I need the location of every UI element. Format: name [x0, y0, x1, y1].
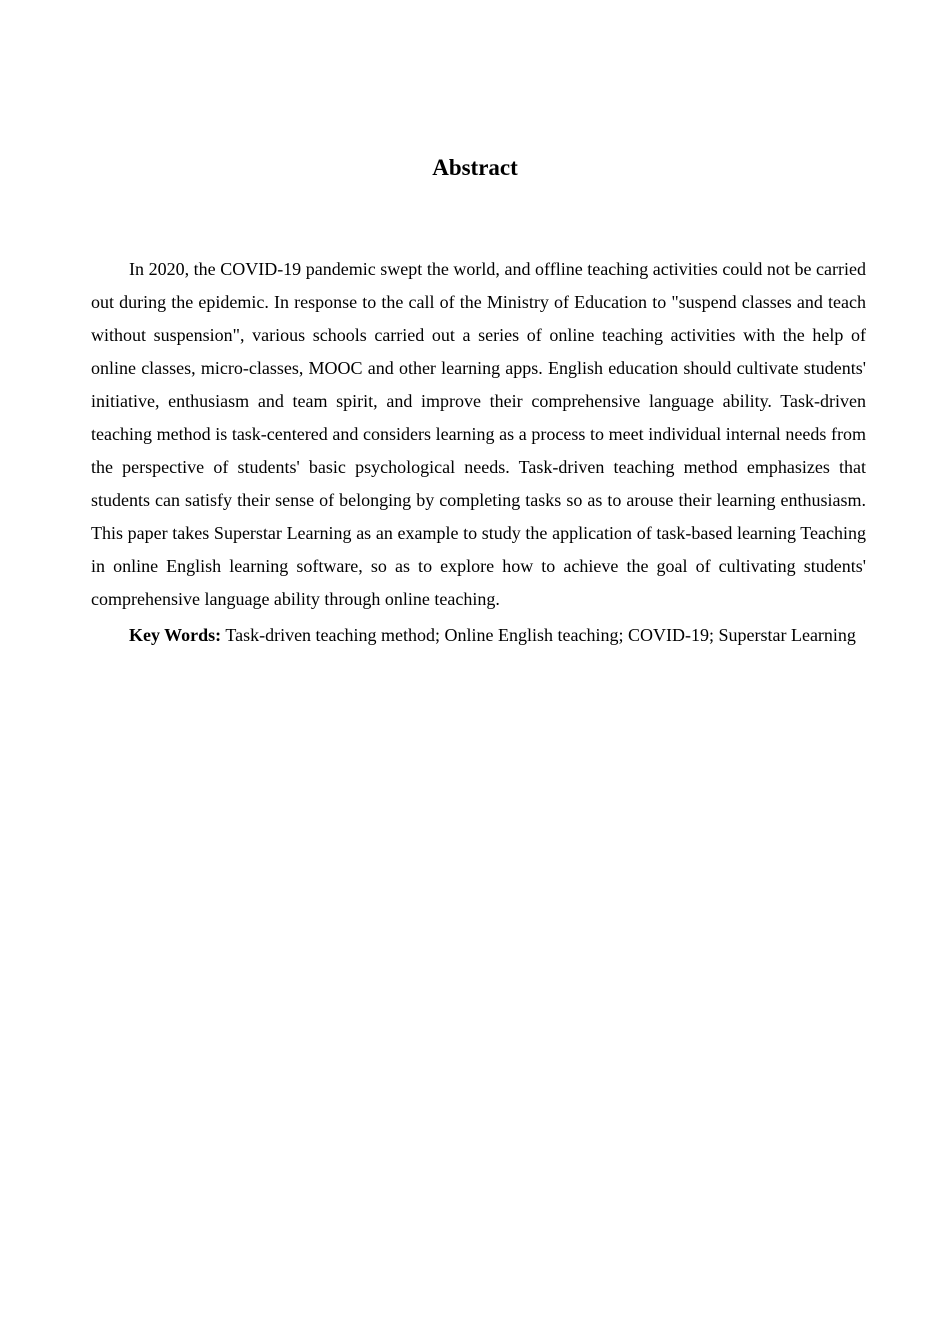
keywords-list: Task-driven teaching method; Online English teaching; COVID-19; Superstar Learning — [221, 625, 856, 645]
abstract-title: Abstract — [432, 155, 518, 180]
keywords-label: Key Words: — [129, 625, 222, 645]
abstract-paragraph: In 2020, the COVID-19 pandemic swept the world, and offline teaching activities could not be carried out during the epidemic. In response to the call of the Ministry of Education to "suspend classes and teach without suspension", various schools carried out a series of online teaching activities with the help of online classes, micro-classes, MOOC and other learning apps. English education should cultivate students' initiative, enthusiasm and team spirit, and improve their comprehensive language ability. Task-driven teaching method is task-centered and considers learning as a process to meet individual internal needs from the perspective of students' basic psychological needs. Task-driven teaching method emphasizes that students can satisfy their sense of belonging by completing tasks so as to arouse their learning enthusiasm. This paper takes Superstar Learning as an example to study the application of task-based learning Teaching in online English learning software, so as to explore how to achieve the goal of cultivating students' comprehensive language ability through online teaching. — [91, 259, 866, 609]
abstract-content — [91, 253, 866, 654]
keywords-paragraph — [91, 617, 866, 654]
